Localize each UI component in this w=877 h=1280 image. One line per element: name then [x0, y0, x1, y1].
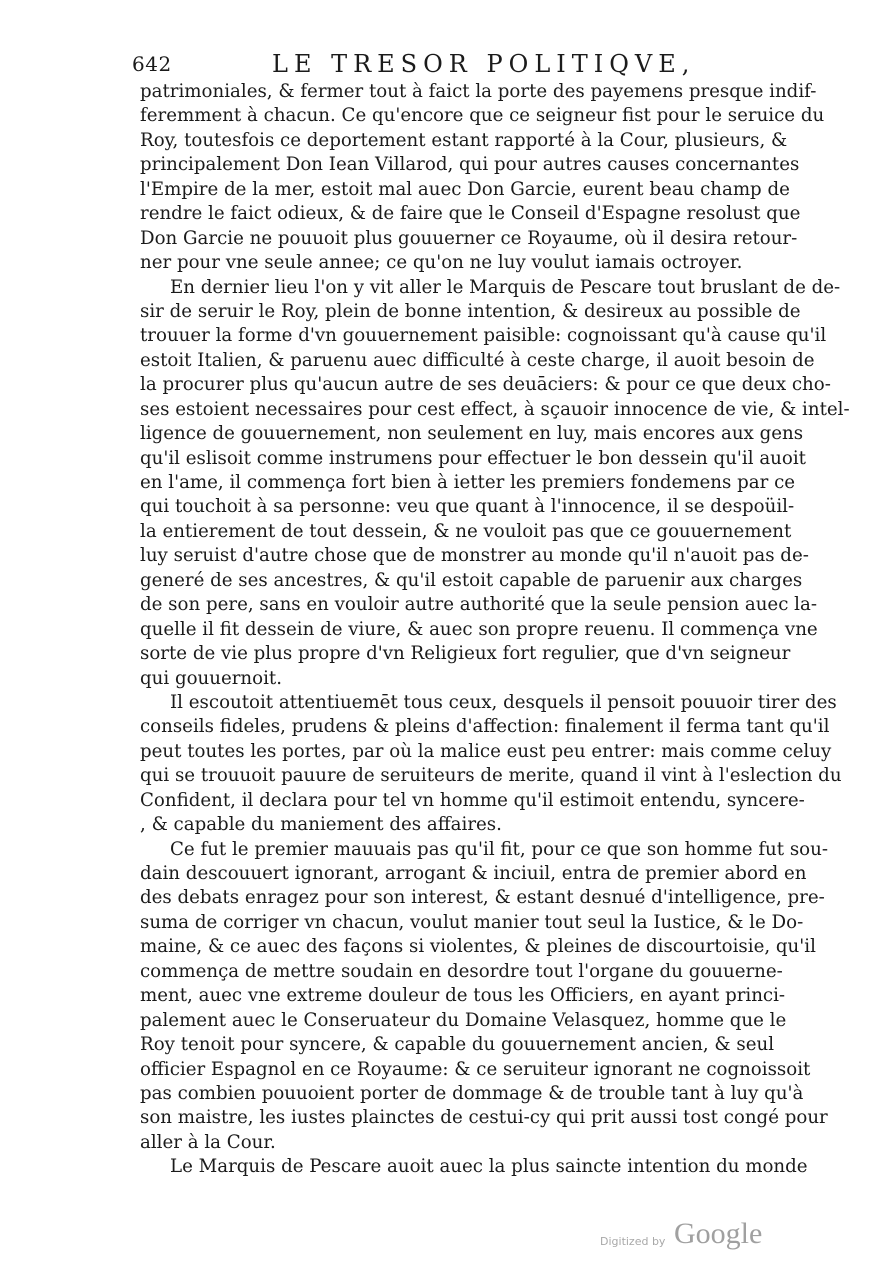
- text-line: ses estoient necessaires pour cest effect, à sçauoir innocence de vie, & intel-: [140, 398, 850, 420]
- text-line: estoit Italien, & paruenu auec difficulté à ceste charge, il auoit besoin de: [140, 349, 815, 371]
- text-line: Roy, toutesfois ce deportement estant rapporté à la Cour, plusieurs, &: [140, 129, 788, 151]
- text-line: l'Empire de la mer, estoit mal auec Don Garcie, eurent beau champ de: [140, 178, 790, 200]
- text-line: ner pour vne seule annee; ce qu'on ne luy voulut iamais octroyer.: [140, 252, 743, 274]
- text-line: En dernier lieu l'on y vit aller le Marquis de Pescare tout bruslant de de-: [170, 276, 841, 298]
- text-line: commença de mettre soudain en desordre tout l'organe du gouuerne-: [140, 960, 783, 982]
- text-line: generé de ses ancestres, & qu'il estoit capable de paruenir aux charges: [140, 569, 803, 591]
- text-line: pas combien pouuoient porter de dommage & de trouble tant à luy qu'à: [140, 1082, 804, 1104]
- text-line: rendre le faict odieux, & de faire que le Conseil d'Espagne resolust que: [140, 203, 801, 225]
- text-line: conseils fideles, prudens & pleins d'affection: finalement il ferma tant qu'il: [140, 716, 830, 738]
- text-line: ligence de gouuernement, non seulement en luy, mais encores aux gens: [140, 423, 804, 445]
- body-text: [140, 80, 850, 1180]
- text-line: patrimoniales, & fermer tout à faict la porte des payemens presque indif-: [140, 81, 817, 102]
- text-line: principalement Don Iean Villarod, qui pour autres causes concernantes: [140, 154, 800, 176]
- text-line: en l'ame, il commença fort bien à ietter les premiers fondemens par ce: [140, 472, 796, 493]
- text-line: officier Espagnol en ce Royaume: & ce seruiteur ignorant ne cognoissoit: [140, 1058, 811, 1080]
- digitized-by-label: Digitized by: [600, 1235, 666, 1248]
- running-title: LE TRESOR POLITIQVE,: [272, 50, 696, 78]
- text-line: dain descouuert ignorant, arrogant & inciuil, entra de premier abord en: [140, 863, 807, 884]
- text-line: Don Garcie ne pouuoit plus gouuerner ce Royaume, où il desira retour-: [140, 227, 798, 249]
- text-line: aller à la Cour.: [140, 1131, 276, 1153]
- text-line: , & capable du maniement des affaires.: [140, 814, 502, 836]
- text-line: trouuer la forme d'vn gouuernement paisible: cognoissant qu'à cause qu'il: [140, 325, 827, 347]
- page-header: [132, 50, 772, 84]
- text-line: Il escoutoit attentiuemēt tous ceux, desquels il pensoit pouuoir tirer des: [170, 691, 837, 713]
- text-line: quelle il fit dessein de viure, & auec son propre reuenu. Il commença vne: [140, 618, 818, 640]
- text-line: maine, & ce auec des façons si violentes, & pleines de discourtoisie, qu'il: [140, 936, 816, 958]
- text-line: peut toutes les portes, par où la malice eust peu entrer: mais comme celuy: [140, 740, 832, 762]
- text-line: sir de seruir le Roy, plein de bonne intention, & desireux au possible de: [140, 300, 801, 322]
- text-line: sorte de vie plus propre d'vn Religieux fort regulier, que d'vn seigneur: [140, 643, 791, 665]
- text-line: Confident, il declara pour tel vn homme qu'il estimoit entendu, syncere-: [140, 789, 805, 811]
- text-line: Ce fut le premier mauuais pas qu'il fit, pour ce que son homme fut sou-: [170, 838, 828, 860]
- text-line: qui gouuernoit.: [140, 667, 283, 689]
- text-line: qui se trouuoit pauure de seruiteurs de merite, quand il vint à l'eslection du: [140, 765, 842, 787]
- text-line: suma de corriger vn chacun, voulut manier tout seul la Iustice, & le Do-: [140, 911, 804, 933]
- text-line: Le Marquis de Pescare auoit auec la plus saincte intention du monde: [170, 1156, 808, 1178]
- google-watermark: [600, 1215, 780, 1255]
- text-line: la procurer plus qu'aucun autre de ses deuāciers: & pour ce que deux cho-: [140, 374, 831, 396]
- text-line: des debats enragez pour son interest, & estant desnué d'intelligence, pre-: [140, 887, 825, 909]
- text-line: la entierement de tout dessein, & ne vouloit pas que ce gouuernement: [140, 520, 792, 542]
- text-line: de son pere, sans en vouloir autre authorité que la seule pension auec la-: [140, 594, 817, 616]
- text-line: qu'il eslisoit comme instrumens pour effectuer le bon dessein qu'il auoit: [140, 447, 806, 469]
- text-line: ment, auec vne extreme douleur de tous les Officiers, en ayant princi-: [140, 985, 786, 1007]
- text-line: luy seruist d'autre chose que de monstrer au monde qu'il n'auoit pas de-: [140, 545, 809, 567]
- text-line: son maistre, les iustes plainctes de cestui-cy qui prit aussi tost congé pour: [140, 1107, 828, 1129]
- text-line: palement auec le Conseruateur du Domaine Velasquez, homme que le: [140, 1009, 787, 1031]
- text-line: qui touchoit à sa personne: veu que quant à l'innocence, il se despoüil-: [140, 496, 795, 518]
- text-line: feremment à chacun. Ce qu'encore que ce seigneur fist pour le seruice du: [140, 105, 825, 127]
- text-line: Roy tenoit pour syncere, & capable du gouuernement ancien, & seul: [140, 1034, 775, 1056]
- page-number: 642: [132, 52, 172, 76]
- google-logo: Google: [674, 1217, 763, 1250]
